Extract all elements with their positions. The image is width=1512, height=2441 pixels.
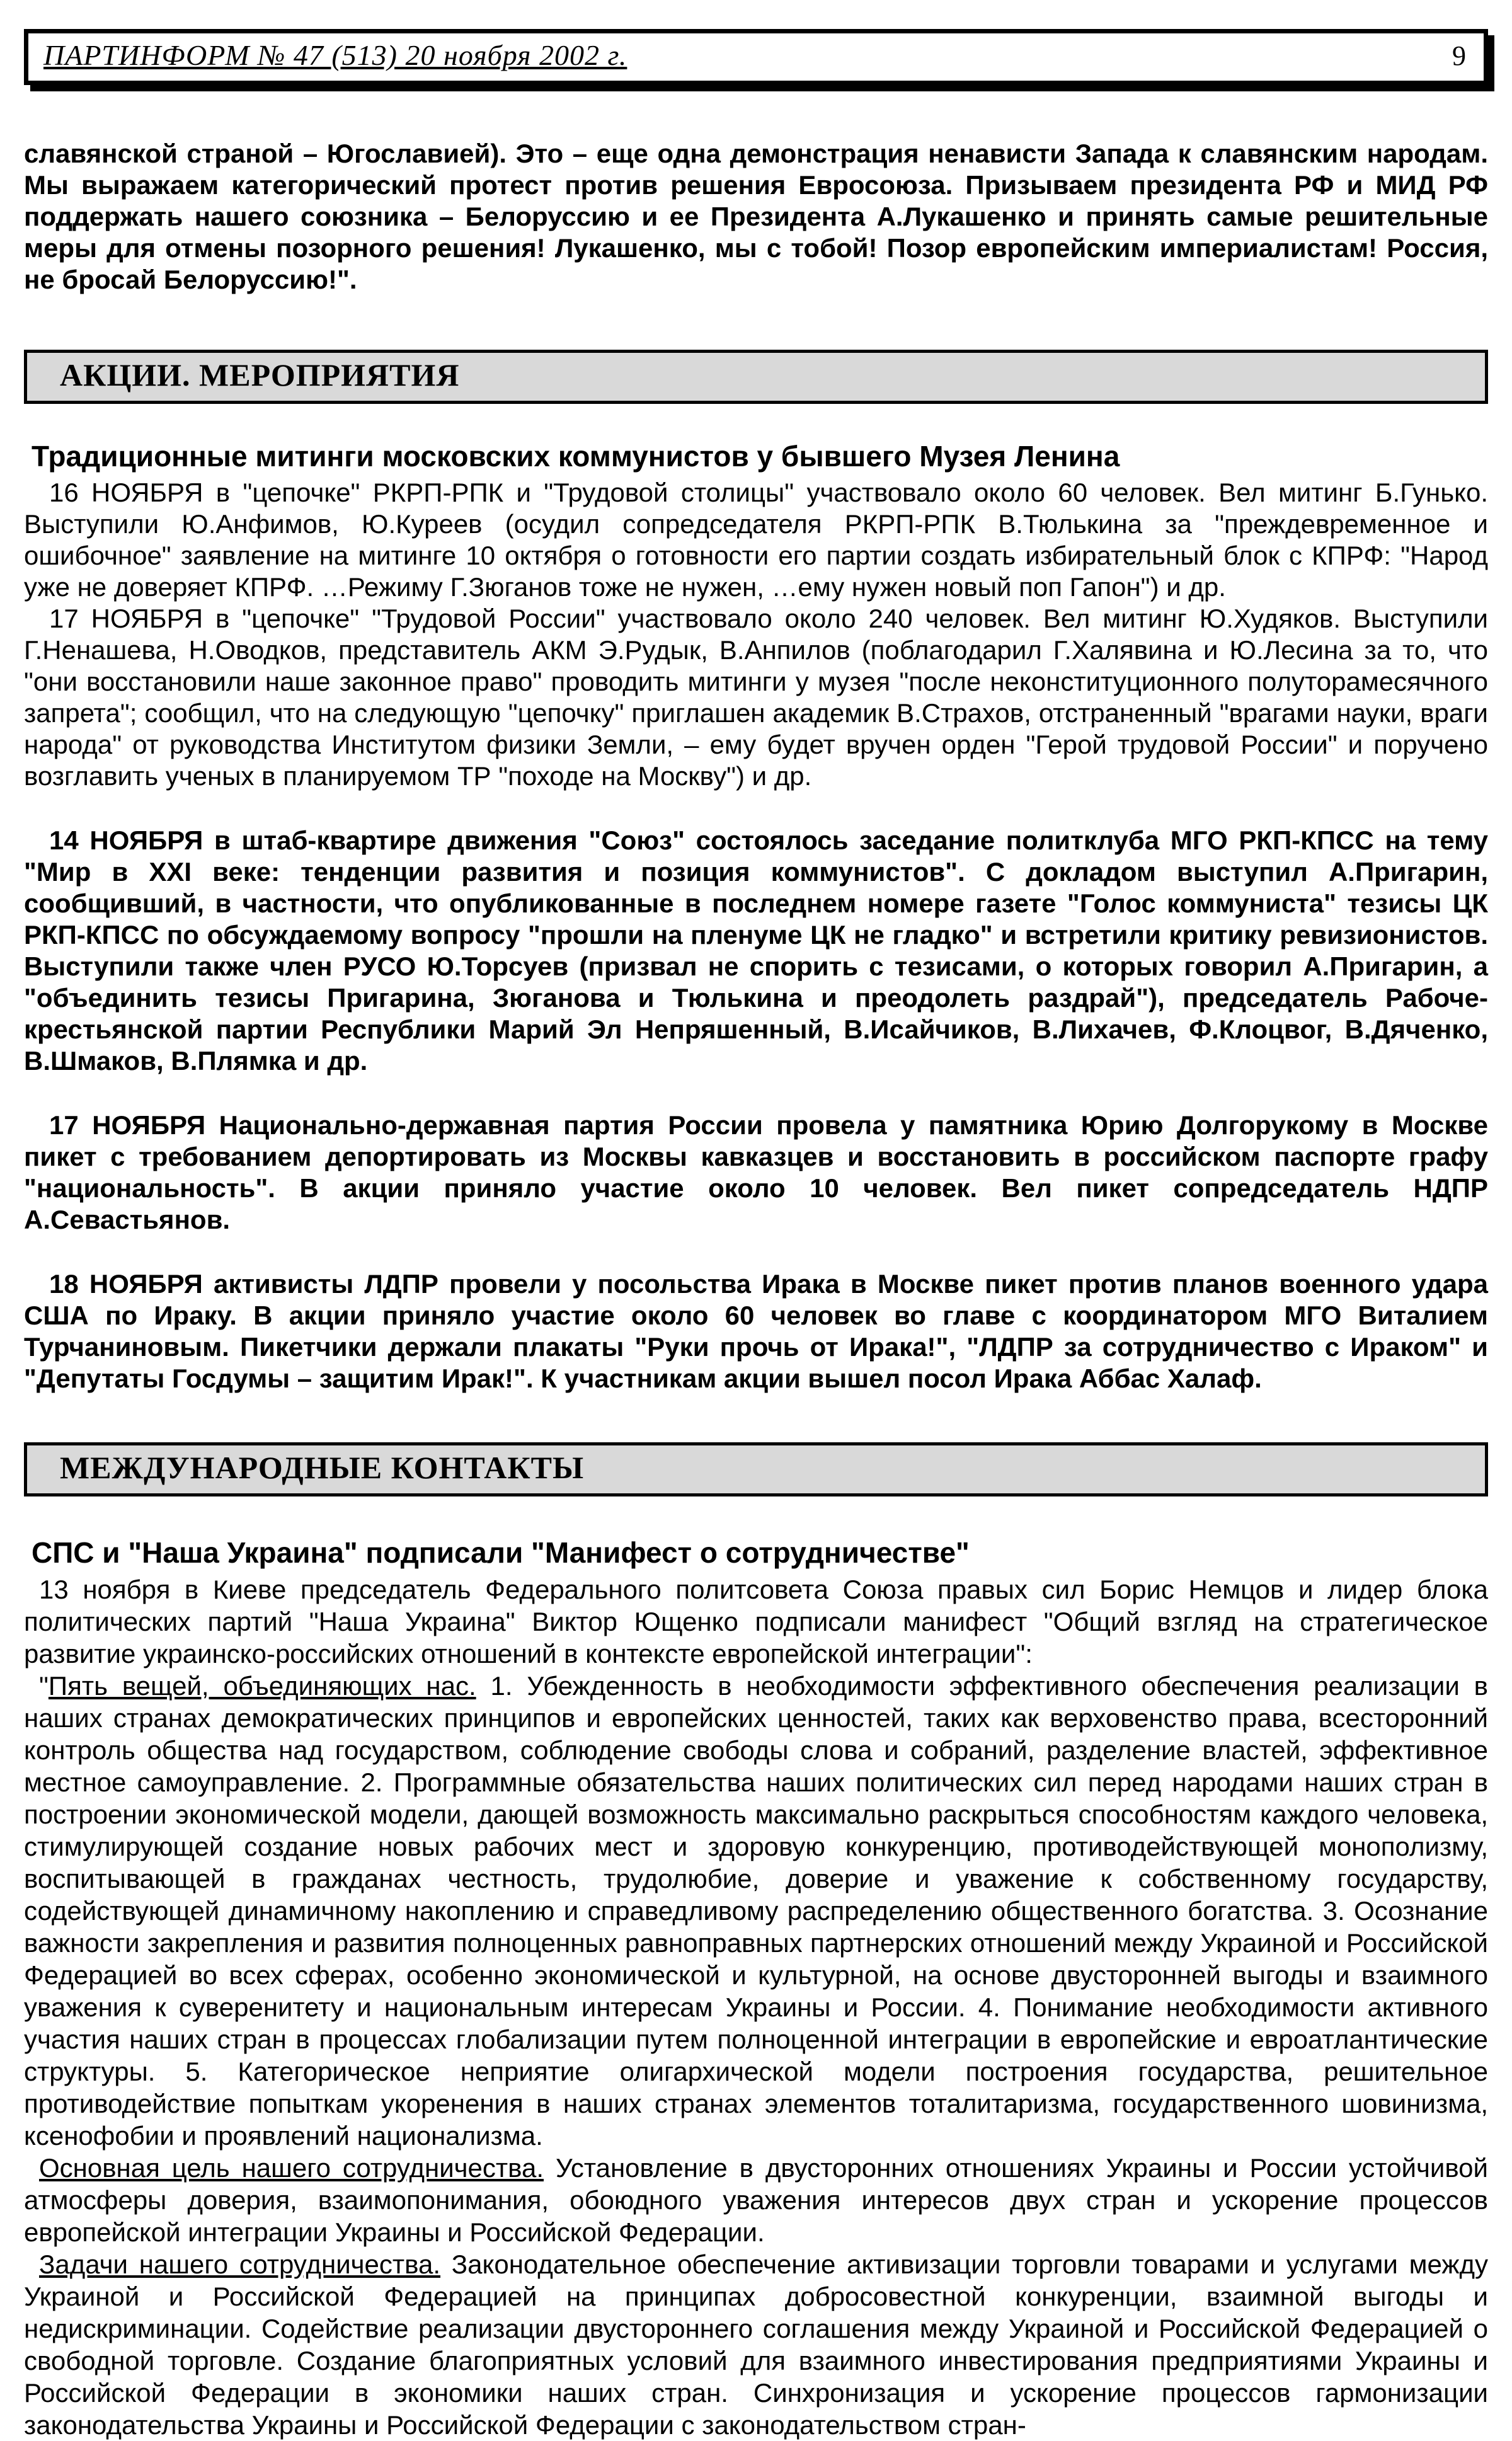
page-number: 9 bbox=[1452, 40, 1466, 71]
paragraph-14-november: 14 НОЯБРЯ в штаб-квартире движения "Союз" состоялось заседание политклуба МГО РКП-КПСС на тему "Мир в XXI веке: тенденции развития и позиция коммунистов". С докладом выступил А.Пригарин, сообщивший, в частности, что опубликованные в последнем номере газете "Голос коммуниста" тезисы ЦК РКП-КПСС по обсуждаемому вопросу "прошли на пленуме ЦК не гладко" и встретили критику ревизионистов. Выступили также член РУСО Ю.Торсуев (призвал не спорить с тезисами, о которых говорил А.Пригарин, а "объединить тезисы Пригарина, Зюганова и Тюлькина и преодолеть раздрай"), председатель Рабоче-крестьянской партии Республики Марий Эл Непряшенный, В.Исайчиков, В.Лихачев, Ф.Клоцвог, В.Дяченко, В.Шмаков, В.Плямка и др. bbox=[24, 825, 1488, 1076]
newsletter-title: ПАРТИНФОРМ № 47 (513) 20 ноября 2002 г. bbox=[43, 39, 627, 71]
paragraph-18-november-ldpr: 18 НОЯБРЯ активисты ЛДПР провели у посольства Ирака в Москве пикет против планов военного удара США по Ираку. В акции приняло участие около 60 человек во главе с координатором МГО Виталием Турчаниновым. Пикетчики держали плакаты "Руки прочь от Ирака!", "ЛДПР за сотрудничество с Ираком" и "Депутаты Госдумы – защитим Ирак!". К участникам акции вышел посол Ирака Аббас Халаф. bbox=[24, 1269, 1488, 1393]
paragraph-13-november: 13 ноября в Киеве председатель Федерального политсовета Союза правых сил Борис Немцов и лидер блока политических партий "Наша Украина" Виктор Ющенко подписали манифест "Общий взгляд на стратегическое развитие украинско-российских отношений в контексте европейской интеграции": bbox=[24, 1575, 1488, 1668]
manifesto-five-things-lead: Пять вещей, объединяющих нас. bbox=[48, 1671, 476, 1701]
section-header-actions: АКЦИИ. МЕРОПРИЯТИЯ bbox=[24, 350, 1488, 404]
manifesto-tasks-text: Законодательное обеспечение активизации торговли товарами и услугами между Украиной и Российской Федерацией на принципах добросовестной конкуренции, взаимной выгоды и недискриминации. Содействие реализации двустороннего соглашения между Украиной и Российской Федерацией о свободной торговле. Создание благоприятных условий для взаимного инвестирования предприятиями Украины и Российской Федерации в экономики наших стран. Синхронизация и ускорение процессов гармонизации законодательства Украины и Российской Федерации с законодательством стран- bbox=[24, 2249, 1488, 2440]
manifesto-tasks-lead: Задачи нашего сотрудничества. bbox=[39, 2249, 441, 2279]
intro-continuation-paragraph: славянской страной – Югославией). Это – еще одна демонстрация ненависти Запада к славянским народам. Мы выражаем категорический протест против решения Евросоюза. Призываем президента РФ и МИД РФ поддержать нашего союзника – Белоруссию и ее Президента А.Лукашенко и принять самые решительные меры для отмены позорного решения! Лукашенко, мы с тобой! Позор европейским империалистам! Россия, не бросай Белоруссию!". bbox=[24, 139, 1488, 294]
manifesto-goal-text: Установление в двусторонних отношениях Украины и России устойчивой атмосферы доверия, взаимопонимания, обоюдного уважения интересов двух стран и ускорение процессов европейской интеграции Украины и Российской Федерации. bbox=[24, 2153, 1489, 2247]
article-title-sps-ukraine: СПС и "Наша Украина" подписали "Манифест о сотрудничестве" bbox=[32, 1536, 970, 1569]
paragraph-17-november-ndpr: 17 НОЯБРЯ Национально-державная партия России провела у памятника Юрию Долгорукому в Москве пикет с требованием депортировать из Москвы кавказцев и восстановить в российском паспорте графу "национальность". В акции приняло участие около 10 человек. Вел пикет сопредседатель НДПР А.Севастьянов. bbox=[24, 1110, 1488, 1234]
paragraph-manifesto-five-things bbox=[24, 1670, 1488, 2152]
paragraph-manifesto-goal bbox=[24, 2152, 1488, 2248]
paragraph-17-november: 17 НОЯБРЯ в "цепочке" "Трудовой России" участвовало около 240 человек. Вел митинг Ю.Худяков. Выступили Г.Ненашева, Н.Оводков, представитель АКМ Э.Рудык, В.Анпилов (поблагодарил Г.Халявина и Ю.Лесина за то, что "они восстановили наше законное право" проводить митинги у музея "после неконституционного полуторамесячного запрета"; сообщил, что на следующую "цепочку" приглашен академик В.Страхов, отстраненный "врагами науки, враги народа" от руководства Институтом физики Земли, – ему будет вручен орден "Герой трудовой России" и поручено возглавить ученых в планируемом ТР "походе на Москву") и др. bbox=[24, 604, 1488, 791]
manifesto-five-things-text: 1. Убежденность в необходимости эффективного обеспечения реализации в наших странах демократических принципов и европейских ценностей, таких как верховенство права, всесторонний контроль общества над государством, соблюдение свободы слова и собраний, разделение властей, эффективное местное самоуправление. 2. Программные обязательства наших политических сил перед народами наших стран в построении экономической модели, дающей возможность максимально раскрыться способностям каждого человека, стимулирующей создание новых рабочих мест и здоровую конкуренцию, противодействующей монополизму, воспитывающей в гражданах честность, трудолюбие, доверие и уважение к собственному государству, содействующей динамичному накоплению и справедливому распределению общественного богатства. 3. Осознание важности закрепления и развития полноценных равноправных партнерских отношений между Украиной и Российской Федерацией во всех сферах, особенно экономической и культурной, на основе двусторонней выгоды и взаимного уважения к суверенитету и национальным интересам Украины и России. 4. Понимание необходимости активного участия наших стран в процессах глобализации путем полноценной интеграции в европейские и евроатлантические структуры. 5. Категорическое неприятие олигархической модели построения государства, решительное противодействие попыткам укоренения в наших странах элементов тоталитаризма, государственного шовинизма, ксенофобии и проявлений национализма. bbox=[24, 1671, 1488, 2151]
manifesto-goal-lead: Основная цель нашего сотрудничества. bbox=[39, 2153, 544, 2183]
article-title-meetings: Традиционные митинги московских коммунистов у бывшего Музея Ленина bbox=[32, 440, 1120, 473]
open-quote: " bbox=[39, 1671, 49, 1701]
paragraph-manifesto-tasks bbox=[24, 2248, 1488, 2441]
page-header bbox=[24, 29, 1488, 85]
paragraph-16-november: 16 НОЯБРЯ в "цепочке" РКРП-РПК и "Трудовой столицы" участвовало около 60 человек. Вел митинг Б.Гунько. Выступили Ю.Анфимов, Ю.Куреев (осудил сопредседателя РКРП-РПК В.Тюлькина за "преждевременное и ошибочное" заявление на митинге 10 октября о готовности его партии создать избирательный блок с КПРФ: "Народ уже не доверяет КПРФ. …Режиму Г.Зюганов тоже не нужен, …ему нужен новый поп Гапон") и др. bbox=[24, 478, 1488, 602]
section-header-international: МЕЖДУНАРОДНЫЕ КОНТАКТЫ bbox=[24, 1442, 1488, 1496]
